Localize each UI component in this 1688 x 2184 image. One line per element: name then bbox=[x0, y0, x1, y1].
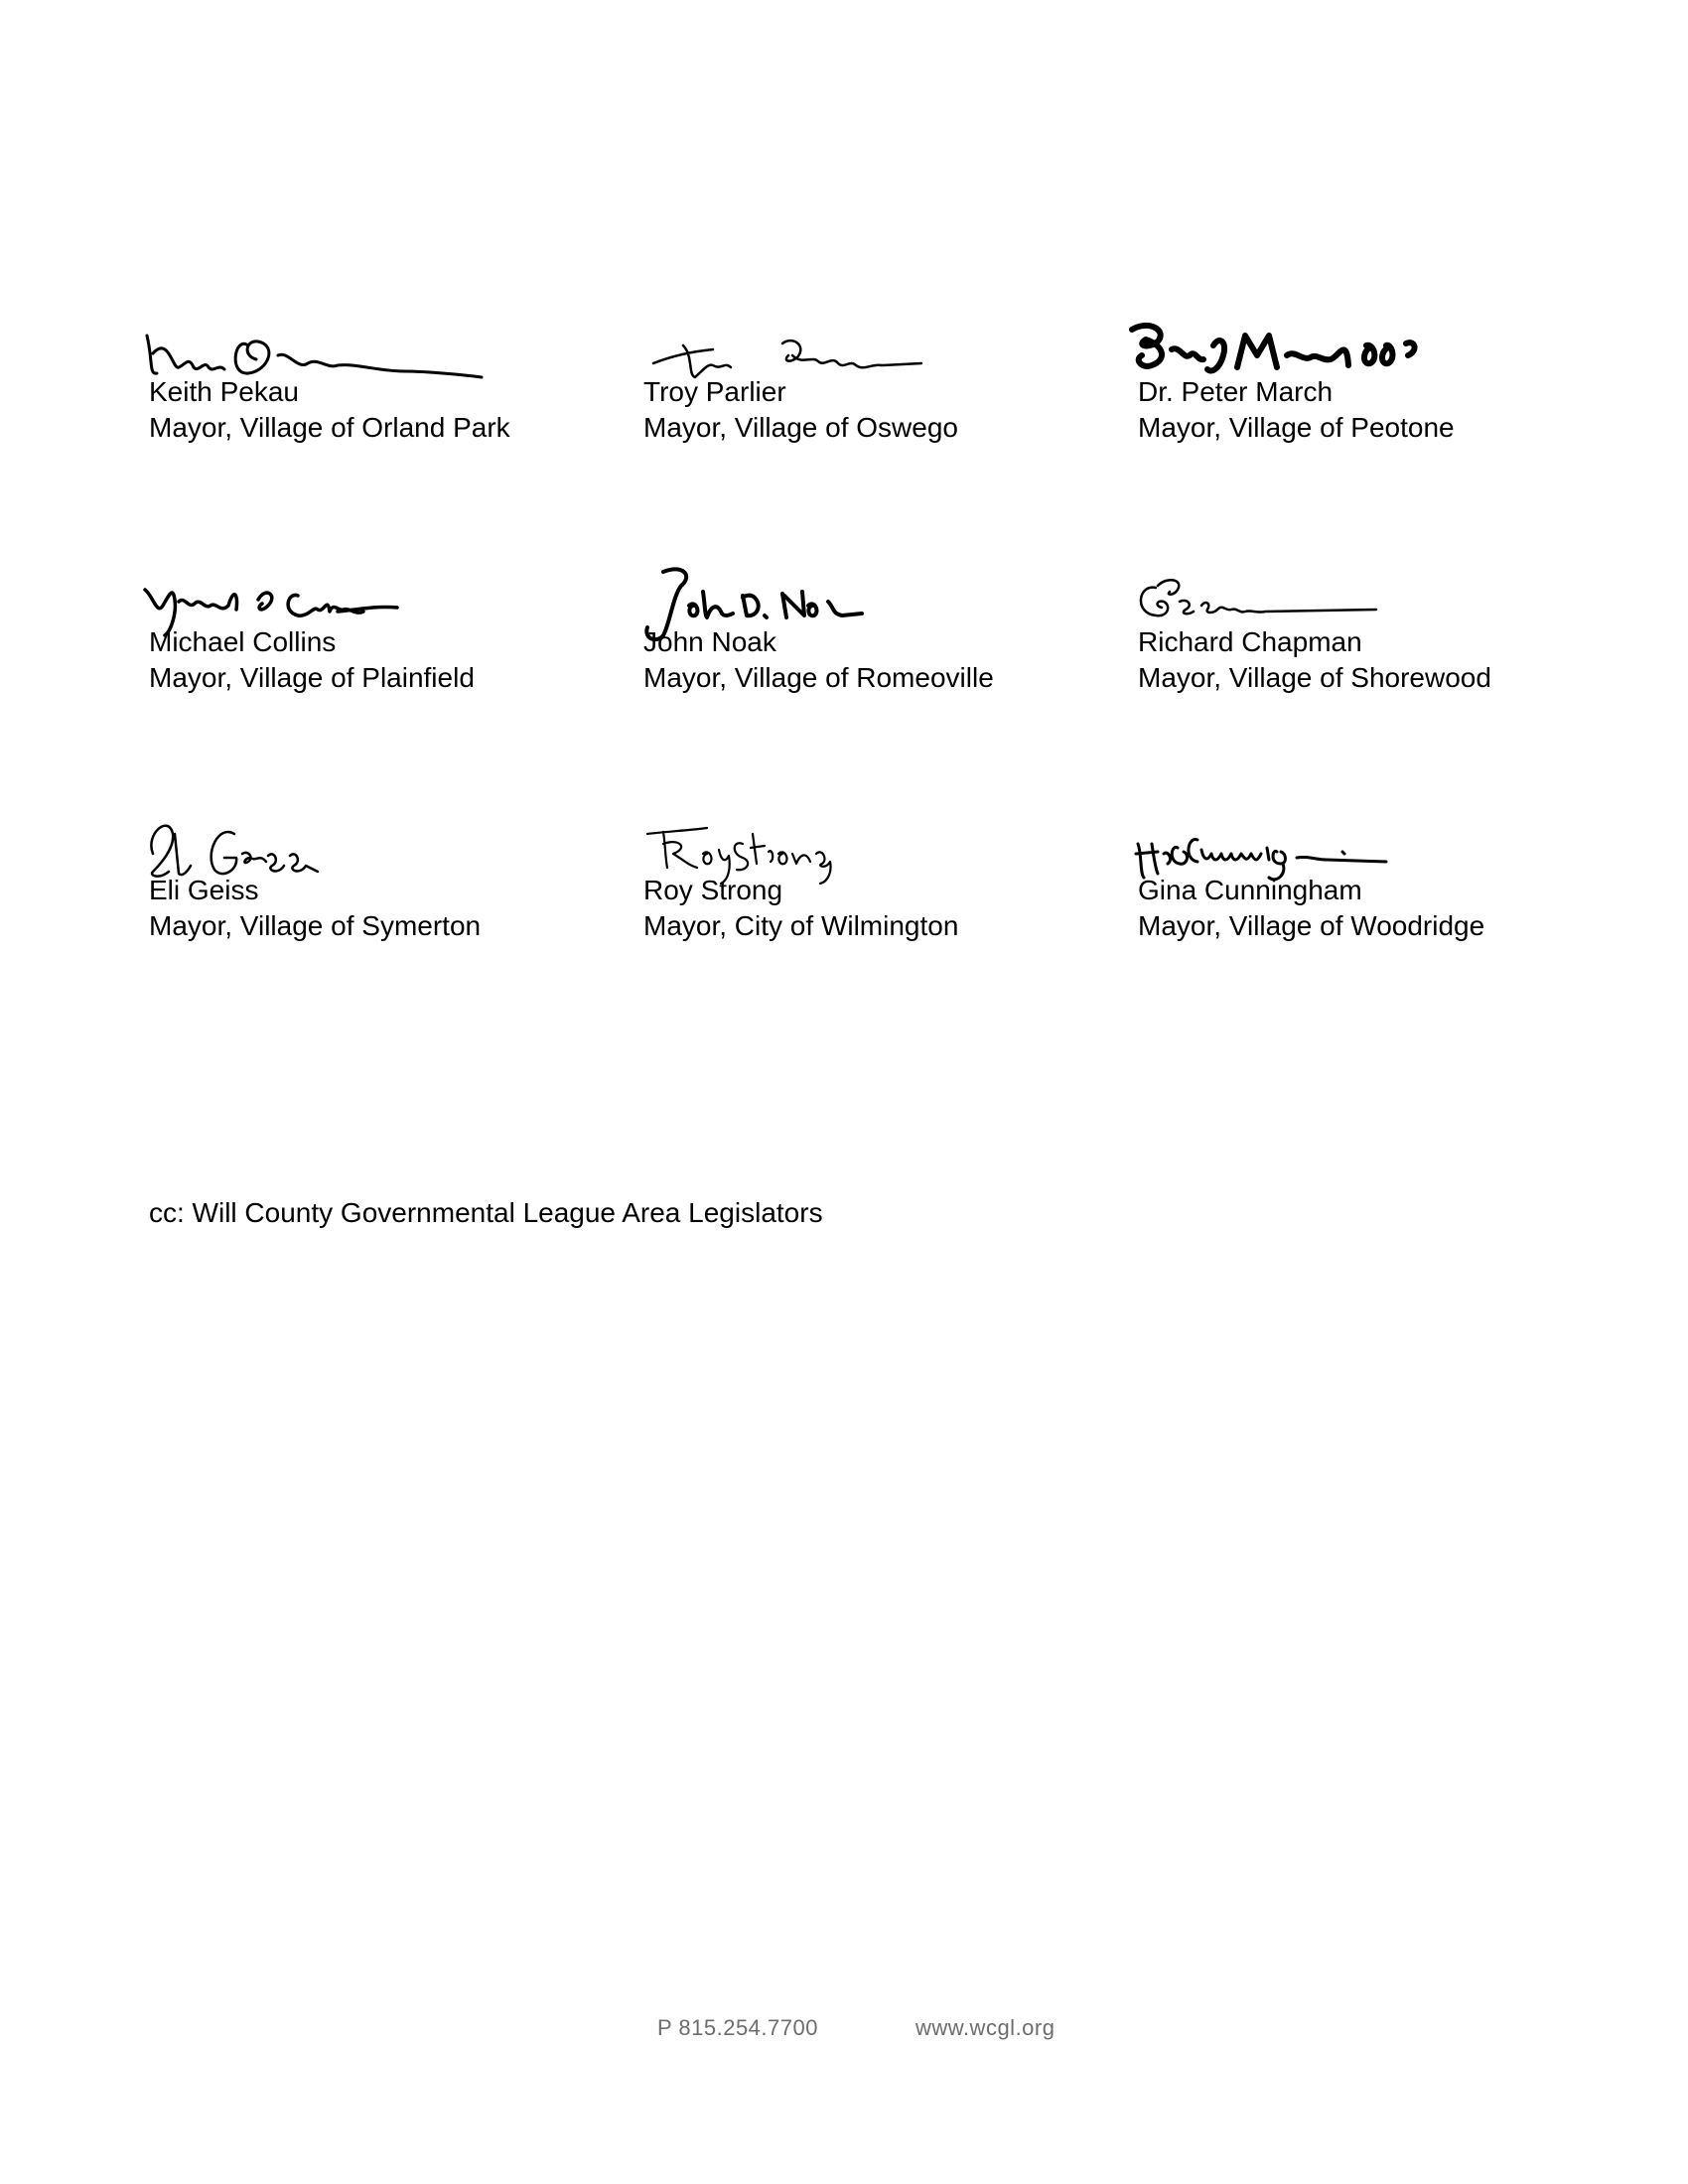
signer-name: Keith Pekau bbox=[149, 376, 299, 407]
signer-title: Mayor, Village of Shorewood bbox=[1138, 662, 1491, 693]
signer-name: Michael Collins bbox=[149, 626, 337, 657]
signature-block-geiss bbox=[149, 814, 606, 973]
signer-name: Gina Cunningham bbox=[1138, 875, 1362, 905]
signature-block-strong bbox=[643, 814, 1100, 973]
signer-title: Mayor, Village of Woodridge bbox=[1138, 910, 1485, 941]
signer-name: Dr. Peter March bbox=[1138, 376, 1334, 407]
signature-block-cunningham bbox=[1138, 814, 1595, 973]
signer-name: John Noak bbox=[643, 626, 776, 657]
signer-title: Mayor, Village of Orland Park bbox=[149, 412, 510, 443]
signature-block-pekau bbox=[149, 316, 606, 475]
signer-title: Mayor, Village of Romeoville bbox=[643, 662, 994, 693]
signer-title: Mayor, Village of Symerton bbox=[149, 910, 482, 941]
signer-name: Troy Parlier bbox=[643, 376, 786, 407]
signature-block-collins bbox=[149, 566, 606, 725]
signer-title: Mayor, Village of Oswego bbox=[643, 412, 958, 443]
signature-block-noak bbox=[643, 566, 1100, 725]
cc-line: cc: Will County Governmental League Area Legislators bbox=[149, 1197, 823, 1228]
footer-website-link[interactable]: www.wcgl.org bbox=[915, 2015, 1055, 2040]
signer-title: Mayor, City of Wilmington bbox=[643, 910, 959, 941]
signer-name: Roy Strong bbox=[643, 875, 783, 905]
signature-block-march bbox=[1138, 316, 1595, 475]
signer-name: Eli Geiss bbox=[149, 875, 259, 905]
signer-name: Richard Chapman bbox=[1138, 626, 1362, 657]
signer-title: Mayor, Village of Peotone bbox=[1138, 412, 1455, 443]
signature-block-chapman bbox=[1138, 566, 1595, 725]
signature-block-parlier bbox=[643, 316, 1100, 475]
signer-title: Mayor, Village of Plainfield bbox=[149, 662, 475, 693]
footer-phone: P 815.254.7700 bbox=[657, 2015, 818, 2040]
